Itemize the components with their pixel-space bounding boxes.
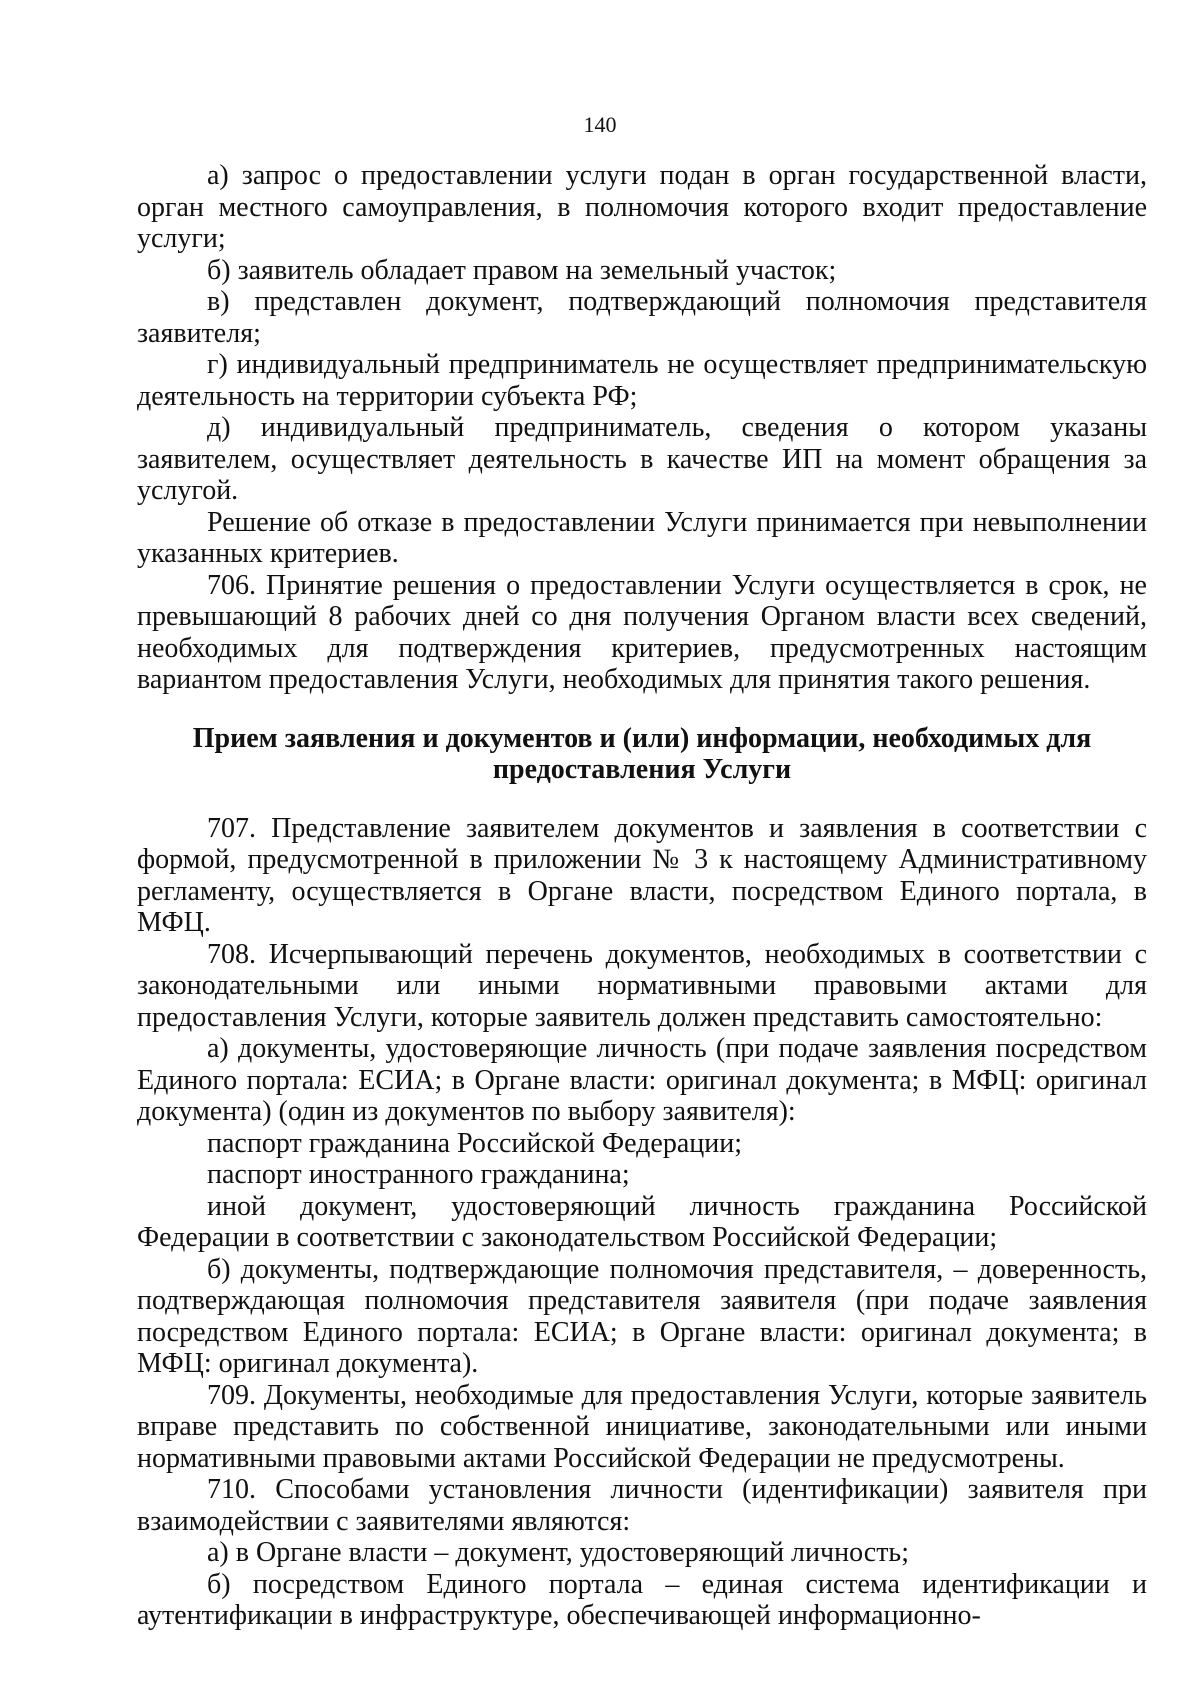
paragraph-refusal-decision: Решение об отказе в предоставлении Услуги принимается при невыполнении указанных критериев. [137,506,1147,569]
page-number: 140 [583,112,617,137]
section-heading: Прием заявления и документов и (или) информации, необходимых для предоставления Услуги [192,722,1092,785]
paragraph-g-entrepreneur-territory: г) индивидуальный предприниматель не осуществляет предпринимательскую деятельность на территории субъекта РФ; [137,349,1147,412]
paragraph-710-b: б) посредством Единого портала – единая система идентификации и аутентификации в инфраструктуре, обеспечивающей информационно- [137,1568,1147,1631]
paragraph-d-entrepreneur-activity: д) индивидуальный предприниматель, сведения о котором указаны заявителем, осуществляет деятельность в качестве ИП на момент обращения за услугой. [137,412,1147,506]
paragraph-708: 708. Исчерпывающий перечень документов, необходимых в соответствии с законодательными или иными нормативными правовыми актами для предоставления Услуги, которые заявитель должен представить самостоятельно: [137,938,1147,1033]
paragraph-710-a: а) в Органе власти – документ, удостоверяющий личность; [207,1537,909,1568]
paragraph-710: 710. Способами установления личности (идентификации) заявителя при взаимодействии с заявителями являются: [137,1474,1147,1537]
paragraph-b-land-right: б) заявитель обладает правом на земельный участок; [207,254,837,286]
paragraph-708-a: а) документы, удостоверяющие личность (при подаче заявления посредством Единого портала: ЕСИА; в Органе власти: оригинал документа; в МФЦ: оригинал документа) (один из документов по выбору заявителя): [137,1033,1147,1127]
paragraph-709: 709. Документы, необходимые для предоставления Услуги, которые заявитель вправе представить по собственной инициативе, законодательными или иными нормативными правовыми актами Российской Федерации не предусмотрены. [137,1379,1147,1474]
paragraph-707: 707. Представление заявителем документов и заявления в соответствии с формой, предусмотренной в приложении № 3 к настоящему Административному регламенту, осуществляется в Органе власти, посредством Единого портала, в МФЦ. [137,812,1147,938]
paragraph-a-request: а) запрос о предоставлении услуги подан в орган государственной власти, орган местного самоуправления, в полномочия которого входит предоставление услуги; [137,160,1147,254]
paragraph-v-representative-document: в) представлен документ, подтверждающий полномочия представителя заявителя; [137,286,1147,349]
paragraph-706: 706. Принятие решения о предоставлении Услуги осуществляется в срок, не превышающий 8 рабочих дней со дня получения Органом власти всех сведений, необходимых для подтверждения критериев, предусмотренных настоящим вариантом предоставления Услуги, необходимых для принятия такого решения. [137,569,1147,695]
list-item-russian-passport: паспорт гражданина Российской Федерации; [207,1127,743,1159]
list-item-foreign-passport: паспорт иностранного гражданина; [207,1159,630,1190]
document-body [137,160,1147,1632]
list-item-other-identity-document: иной документ, удостоверяющий личность гражданина Российской Федерации в соответствии с законодательством Российской Федерации; [137,1190,1147,1253]
paragraph-708-b: б) документы, подтверждающие полномочия представителя, – доверенность, подтверждающая полномочия представителя заявителя (при подаче заявления посредством Единого портала: ЕСИА; в Органе власти: оригинал документа; в МФЦ: оригинал документа). [137,1253,1147,1379]
